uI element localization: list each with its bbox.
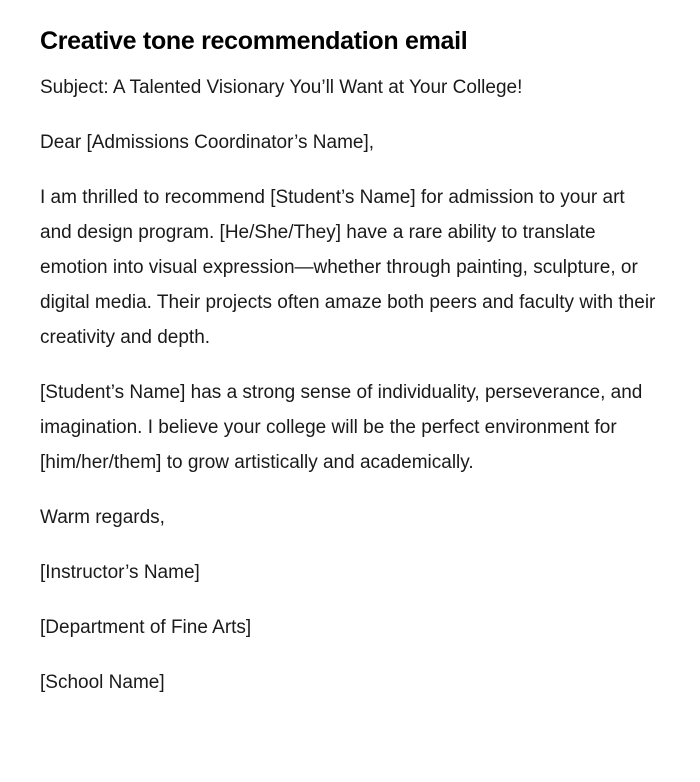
email-body-paragraph-2: [Student’s Name] has a strong sense of individuality, perseverance, and imagination. I believe your college will be the perfect environment for [him/her/them] to grow artistically and academically. [40,382,643,473]
signature-department: [Department of Fine Arts] [40,617,252,638]
email-greeting: Dear [Admissions Coordinator’s Name], [40,132,375,153]
email-closing: Warm regards, [40,507,165,528]
document-title: Creative tone recommendation email [40,27,468,55]
email-subject: Subject: A Talented Visionary You’ll Want at Your College! [40,77,523,98]
signature-school: [School Name] [40,672,165,693]
signature-name: [Instructor’s Name] [40,562,200,583]
email-body-paragraph-1: I am thrilled to recommend [Student’s Name] for admission to your art and design program. [He/She/They] have a rare ability to translate emotion into visual expression—whether through painting, sculpture, or digital media. Their projects often amaze both peers and faculty with their creativity and depth. [40,187,656,348]
